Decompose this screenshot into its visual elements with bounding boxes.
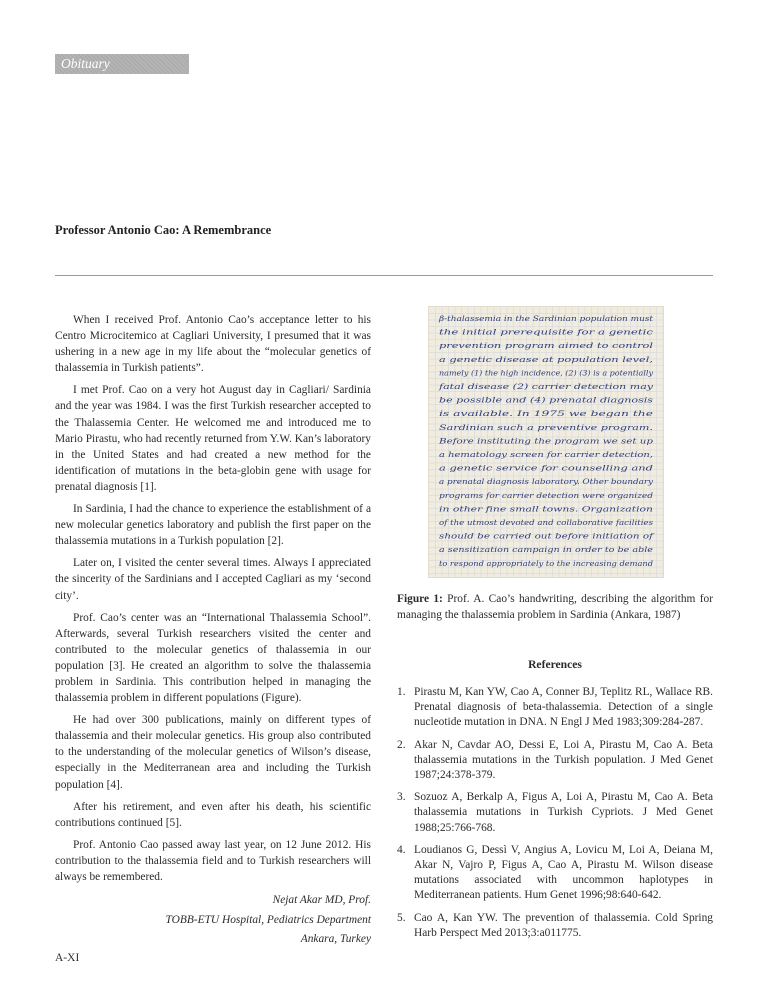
- handwriting-line: a hematology screen for carrier detection,: [439, 450, 653, 459]
- body-paragraph: Prof. Antonio Cao passed away last year, on 12 June 2012. His contribution to the thalassemia field and to Turkish researchers will always be remembered.: [55, 838, 371, 883]
- signature-block: [55, 891, 371, 950]
- handwriting-line: programs for carrier detection were organized: [439, 490, 654, 500]
- handwriting-line: to respond appropriately to the increasing demand: [439, 558, 654, 568]
- reference-item: [397, 911, 713, 941]
- handwriting-line: β-thalassemia in the Sardinian population must: [437, 314, 654, 323]
- handwriting-line: the initial prerequisite for a genetic: [439, 327, 653, 337]
- handwriting-line: in other fine small towns. Organization: [439, 504, 654, 514]
- reference-text: Akar N, Cavdar AO, Dessi E, Loi A, Pirastu M, Cao A. Beta thalassemia mutations in the Turkish population. J Med Genet 1987;24:378-379.: [414, 738, 713, 782]
- body-paragraph: When I received Prof. Antonio Cao’s acceptance letter to his Centro Microcitemico at Cagliari University, I presumed that it was ushering in a new age in my life about the “molecular genetics of thalassemia in Turkish patients”.: [55, 314, 371, 375]
- body-paragraph: He had over 300 publications, mainly on different types of thalassemia and their molecular genetics. His group also contributed to the understanding of the molecular genetics of Wilson’s disease, especially in the Mediterranean area and including the Turkish population [4].: [55, 714, 371, 791]
- references-list: [397, 685, 713, 948]
- reference-number: 4.: [397, 843, 406, 856]
- reference-text: Cao A, Kan YW. The prevention of thalassemia. Cold Spring Harb Perspect Med 2013;3:a011775.: [414, 911, 713, 939]
- body-paragraph: Prof. Cao’s center was an “International Thalassemia School”. Afterwards, several Turkish researchers visited the center and contributed to the molecular genetics of thalassemia in our population [3]. He created an algorithm to solve the thalassemia problem in Sardinia. This contribution helped in managing the thalassemia problem in different populations (Figure).: [55, 611, 371, 705]
- page-number: A-XI: [55, 952, 80, 964]
- handwriting-line: a prenatal diagnosis laboratory. Other boundary: [439, 477, 655, 487]
- author-affiliation: TOBB-ETU Hospital, Pediatrics Department: [165, 913, 371, 926]
- handwriting-line: prevention program aimed to control: [439, 341, 653, 351]
- article-body: [55, 312, 371, 950]
- handwriting-line: should be carried out before initiation of: [439, 531, 655, 541]
- figure-caption-text: Prof. A. Cao’s handwriting, describing the algorithm for managing the thalassemia problem in Sardinia (Ankara, 1987): [397, 593, 713, 621]
- handwriting-line: a genetic service for counselling and: [439, 463, 654, 473]
- handwriting-figure: [428, 306, 664, 578]
- handwriting-line: Sardinian such a preventive program.: [439, 422, 653, 432]
- reference-item: [397, 790, 713, 836]
- handwriting-line: is available. In 1975 we began the: [439, 409, 653, 419]
- figure-caption: [397, 591, 713, 623]
- handwriting-line: Before instituting the program we set up: [437, 436, 654, 446]
- handwriting-line: of the utmost devoted and collaborative facilities: [439, 518, 654, 527]
- handwriting-line: a genetic disease at population level,: [439, 354, 653, 364]
- references-heading: References: [528, 658, 582, 671]
- author-name: Nejat Akar MD, Prof.: [272, 894, 371, 907]
- body-paragraph: After his retirement, and even after his death, his scientific contributions continued [5].: [55, 800, 371, 829]
- reference-text: Loudianos G, Dessì V, Angius A, Lovicu M, Loi A, Deiana M, Akar N, Vajro P, Figus A, Cao A, Pirastu M. Wilson disease mutations associated with uncommon haplotypes in Mediterranean patients. Hum Genet 1996;98:640-642.: [414, 843, 713, 902]
- reference-text: Pirastu M, Kan YW, Cao A, Conner BJ, Teplitz RL, Wallace RB. Prenatal diagnosis of beta-thalassemia. Detection of a single nucleotide mutation in DNA. N Engl J Med 1983;309:284-287.: [414, 686, 713, 729]
- body-paragraph: I met Prof. Cao on a very hot August day in Cagliari/ Sardinia and the year was 1984. I was the first Turkish researcher accepted to the Thalassemia Center. He welcomed me and introduced me to Mario Pirastu, who had recently returned from Y.W. Kan’s laboratory in the United States and had created a new method for the identification of mutations in the beta-globin gene with usage for prenatal diagnosis [1].: [55, 384, 371, 493]
- reference-number: 5.: [397, 911, 406, 924]
- handwriting-line: namely (1) the high incidence, (2) (3) is a potentially: [439, 368, 655, 378]
- reference-item: [397, 843, 713, 904]
- author-location: Ankara, Turkey: [300, 933, 371, 946]
- title-divider: [55, 275, 713, 276]
- figure-caption-label: Figure 1:: [397, 593, 443, 605]
- article-title: Professor Antonio Cao: A Remembrance: [55, 223, 272, 237]
- reference-item: [397, 738, 713, 784]
- handwriting-line: a sensitization campaign in order to be able: [439, 545, 653, 555]
- handwriting-image: [429, 307, 664, 578]
- handwriting-line: be possible and (4) prenatal diagnosis: [439, 395, 654, 405]
- handwriting-line: fatal disease (2) carrier detection may: [437, 382, 655, 391]
- reference-text: Sozuoz A, Berkalp A, Figus A, Loi A, Pirastu M, Cao A. Beta thalassemia mutations in Turkish Cypriots. J Med Genet 1988;25:766-768.: [414, 791, 713, 834]
- body-paragraph: In Sardinia, I had the chance to experience the establishment of a new molecular genetics laboratory and publish the first paper on the thalassemia mutations in a Turkish population [2].: [55, 503, 371, 548]
- body-paragraph: Later on, I visited the center several times. Always I appreciated the sincerity of the Sardinians and I accepted Cagliari as my ‘second city’.: [55, 557, 371, 602]
- section-label: Obituary: [55, 54, 189, 74]
- reference-number: 1.: [397, 686, 406, 698]
- reference-number: 3.: [397, 791, 406, 804]
- reference-number: 2.: [397, 738, 406, 751]
- reference-item: [397, 685, 713, 731]
